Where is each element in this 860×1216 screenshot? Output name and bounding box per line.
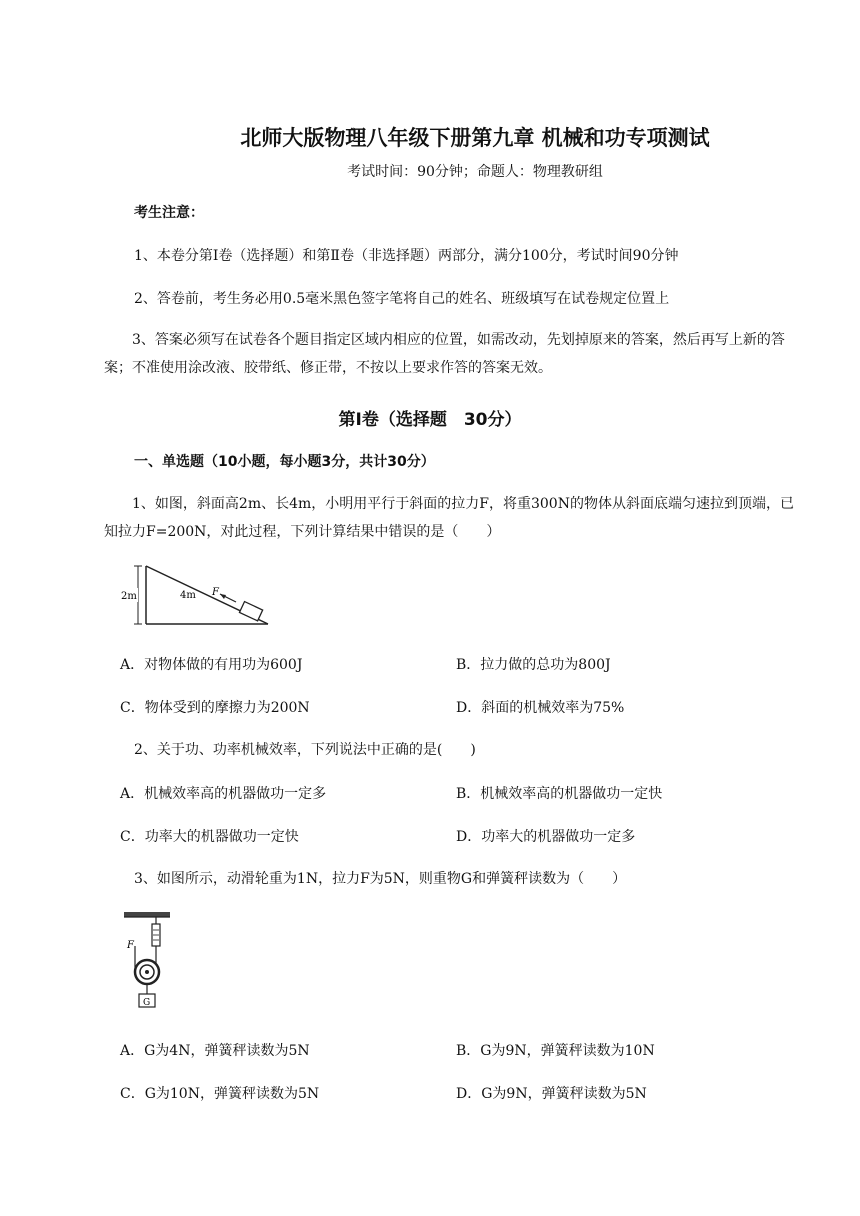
notice-item-3: 3、答案必须写在试卷各个题目指定区域内相应的位置，如需改动，先划掉原来的答案，然后再写上新的答案；不准使用涂改液、胶带纸、修正带，不按以上要求作答的答案无效。 <box>104 332 785 376</box>
q3-option-d: D．G为9N，弹簧秤读数为5N <box>456 1086 647 1102</box>
figure-length-label: 4m <box>180 590 196 601</box>
figure-height-label: 2m <box>121 591 137 602</box>
question-2-stem: 2、关于功、功率机械效率，下列说法中正确的是( ) <box>134 742 476 758</box>
exam-info: 考试时间：90分钟；命题人：物理教研组 <box>347 164 603 180</box>
section-title: 第Ⅰ卷（选择题 30分） <box>338 410 522 430</box>
notice-item-2: 2、答卷前，考生务必用0.5毫米黑色签字笔将自己的姓名、班级填写在试卷规定位置上 <box>134 291 670 307</box>
page-title: 北师大版物理八年级下册第九章 机械和功专项测试 <box>240 126 710 150</box>
q3-option-c: C．G为10N，弹簧秤读数为5N <box>120 1086 320 1102</box>
q1-option-a: A．对物体做的有用功为600J <box>120 657 303 673</box>
q2-option-d: D．功率大的机器做功一定多 <box>456 829 636 845</box>
q1-option-d: D．斜面的机械效率为75% <box>456 700 625 716</box>
question-3-stem: 3、如图所示，动滑轮重为1N，拉力F为5N，则重物G和弹簧秤读数为（ ） <box>134 871 627 887</box>
q2-option-b: B．机械效率高的机器做功一定快 <box>456 786 663 802</box>
incline-figure <box>118 558 278 632</box>
q1-option-b: B．拉力做的总功为800J <box>456 657 611 673</box>
q1-option-c: C．物体受到的摩擦力为200N <box>120 700 310 716</box>
part-title: 一、单选题（10小题，每小题3分，共计30分） <box>134 454 435 470</box>
notice-heading: 考生注意： <box>134 205 204 221</box>
q2-option-a: A．机械效率高的机器做功一定多 <box>120 786 327 802</box>
notice-item-1: 1、本卷分第Ⅰ卷（选择题）和第Ⅱ卷（非选择题）两部分，满分100分，考试时间90分钟 <box>134 248 679 264</box>
q2-option-c: C．功率大的机器做功一定快 <box>120 829 299 845</box>
pulley-force-label: F <box>127 940 134 951</box>
pulley-figure <box>118 908 178 1016</box>
q3-option-a: A．G为4N，弹簧秤读数为5N <box>120 1043 310 1059</box>
pulley-weight-label: G <box>143 998 151 1008</box>
figure-force-label: F <box>212 587 219 598</box>
question-1-stem: 1、如图，斜面高2m、长4m，小明用平行于斜面的拉力F，将重300N的物体从斜面底端匀速拉到顶端，已知拉力F=200N，对此过程，下列计算结果中错误的是（ ） <box>104 496 794 540</box>
q3-option-b: B．G为9N，弹簧秤读数为10N <box>456 1043 655 1059</box>
